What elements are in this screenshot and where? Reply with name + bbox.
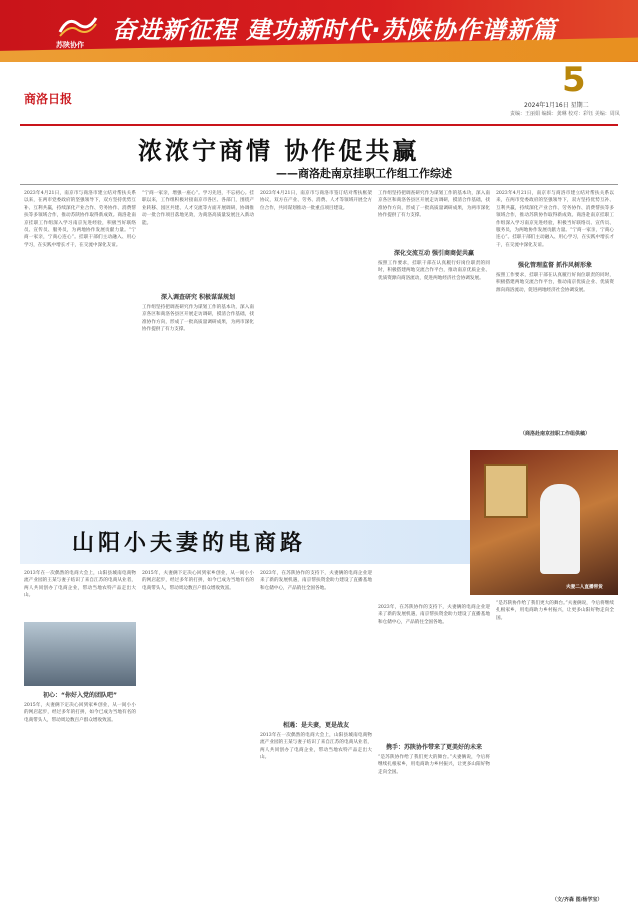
article1-title: 浓浓宁商情 协作促共赢 <box>138 136 420 165</box>
article1-subhead-3: 强化管理监督 抓作风树形象 <box>517 262 593 269</box>
article2-subhead-1: 初心：“你好入党的团队吧” <box>43 692 117 699</box>
calligraphy-scroll <box>484 464 528 518</box>
issue-date: 2024年1月16日 星期二 <box>524 102 589 109</box>
article2-col5: “是苏陕协作给了我们更大的舞台。”夫妻俩说，今后将继续扎根家乡，用电商助力乡村振兴，让更多山阳好物走向全国。 <box>496 601 614 621</box>
paper-name: 商洛日报 <box>24 92 73 106</box>
couple-photo <box>470 450 618 595</box>
article1-col2: “宁商一家亲，增强一座心”。学习先进，不忘初心。挂职以来，工作组积极对接南京市各区、各部门，围绕产业转移、园区共建、人才交流等方面开展调研，协调推动一批合作项目落地见效，为商洛高质量发展注入新动能。 <box>142 191 254 226</box>
article1-col4: 2023年4月21日，南京市与商洛市签订结对帮扶框架协议，双方在产业、劳务、消费、人才等领域开展全方位合作，共同谋划推动一批重点项目建设。 <box>260 191 372 211</box>
article1-subhead-1: 深入调查研究 积极谋谋规划 <box>160 294 236 301</box>
banner-slogan: 奋进新征程 建功新时代·苏陕协作谱新篇 <box>112 16 557 44</box>
article2-subhead-3: 携手：苏陕协作带来了更美好的未来 <box>385 744 482 751</box>
person-figure <box>540 484 580 574</box>
article2-title: 山阳小夫妻的电商路 <box>72 530 307 556</box>
staff-photo <box>24 622 136 686</box>
logo-text: 苏陕协作 <box>56 41 84 49</box>
article1-col1: 2023年4月21日，南京市与商洛市建立结对帮扶关系以来，在两市党委政府的坚强领导下，双方坚持优势互补、互利共赢，持续深化产业合作、劳务协作、消费帮扶等多领域合作，推动苏陕协作取得新成效。商洛赴南京挂职工作组深入学习南京先进经验，积极当好联络员、宣传员、服务员，为两地协作发展贡献力量。“宁商一家亲，宁商心连心”。挂职干部们主动融入、用心学习，在实践中增长才干，在交流中深化友谊。 <box>24 191 136 248</box>
article1-byline: （商洛赴南京挂职工作组供稿） <box>520 431 591 437</box>
article2-byline: （文/齐森 图/杨学宝） <box>552 897 603 903</box>
su-shaan-logo-icon <box>56 12 100 38</box>
article2-intro: 2013年在一次偶然的电商大会上，山阳县城南电商物流产业园的王某与妻子结识了来自江苏的电商从业者，两人共同创办了电商企业，带动当地农特产品走出大山。 <box>24 571 136 599</box>
article2-col4b: “是苏陕协作给了我们更大的舞台。”夫妻俩说，今后将继续扎根家乡，用电商助力乡村振兴，让更多山阳好物走向全国。 <box>378 755 490 775</box>
article2-col1: 2015年，夫妻俩下定决心回到家乡创业，从一间小小的网店起步，经过多年的打拼，如今已成为当地有名的电商带头人，带动周边数百户群众增收致富。 <box>24 703 136 723</box>
masthead <box>0 62 638 122</box>
article1-subhead-2: 深化交流互动 强引商商促共赢 <box>393 250 475 257</box>
article1-subtitle: ——商洛赴南京挂职工作组工作综述 <box>276 167 452 180</box>
article2-col2: 2015年，夫妻俩下定决心回到家乡创业，从一间小小的网店起步，经过多年的打拼，如今已成为当地有名的电商带头人，带动周边数百户群众增收致富。 <box>142 571 254 591</box>
photo-caption: 夫妻二人直播带货 <box>566 585 603 590</box>
header-rule <box>20 124 618 126</box>
title-rule <box>20 184 618 185</box>
article2-col3b: 2013年在一次偶然的电商大会上，山阳县城南电商物流产业园的王某与妻子结识了来自江苏的电商从业者，两人共同创办了电商企业，带动当地农特产品走出大山。 <box>260 733 372 761</box>
article2-subhead-2: 相遇：是夫妻，更是战友 <box>282 722 349 729</box>
editors-line: 责编：王丽娟 编辑：龚琳 校对：彩钰 美编：周凤 <box>510 111 620 117</box>
article1-col6: 2023年4月21日，南京市与商洛市建立结对帮扶关系以来，在两市党委政府的坚强领导下，双方坚持优势互补、互利共赢，持续深化产业合作、劳务协作、消费帮扶等多领域合作，推动苏陕协作取得新成效。商洛赴南京挂职工作组深入学习南京先进经验，积极当好联络员、宣传员、服务员，为两地协作发展贡献力量。“宁商一家亲，宁商心连心”。挂职干部们主动融入、用心学习，在实践中增长才干，在交流中深化友谊。 <box>496 191 614 248</box>
article2-col3: 2023年，在苏陕协作的支持下，夫妻俩的电商企业迎来了新的发展机遇，南京帮扶资金助力建设了直播基地和仓储中心，产品销往全国各地。 <box>260 571 372 591</box>
article2-col4: 2023年，在苏陕协作的支持下，夫妻俩的电商企业迎来了新的发展机遇，南京帮扶资金助力建设了直播基地和仓储中心，产品销往全国各地。 <box>378 605 490 625</box>
article1-col3: 工作组坚持把调查研究作为谋划工作的基本功，深入南京各区和商洛各县区开展走访调研，摸清合作基础，找准协作方向，形成了一批高质量调研成果，为两市深化协作提供了有力支撑。 <box>142 305 254 333</box>
article1-col4b: 工作组坚持把调查研究作为谋划工作的基本功，深入南京各区和商洛各县区开展走访调研，摸清合作基础，找准协作方向，形成了一批高质量调研成果，为两市深化协作提供了有力支撑。 <box>378 191 490 219</box>
article1-col7: 按照工作要求，挂职干部在认真履行好岗位职责的同时，积极搭建两地交流合作平台，推动南京优质企业、优质资源向商洛流动，促进两地经济社会协调发展。 <box>496 273 614 293</box>
page-number: 5 <box>562 60 586 100</box>
article1-col5: 按照工作要求，挂职干部在认真履行好岗位职责的同时，积极搭建两地交流合作平台，推动南京优质企业、优质资源向商洛流动，促进两地经济社会协调发展。 <box>378 261 490 281</box>
header-banner <box>0 0 638 62</box>
